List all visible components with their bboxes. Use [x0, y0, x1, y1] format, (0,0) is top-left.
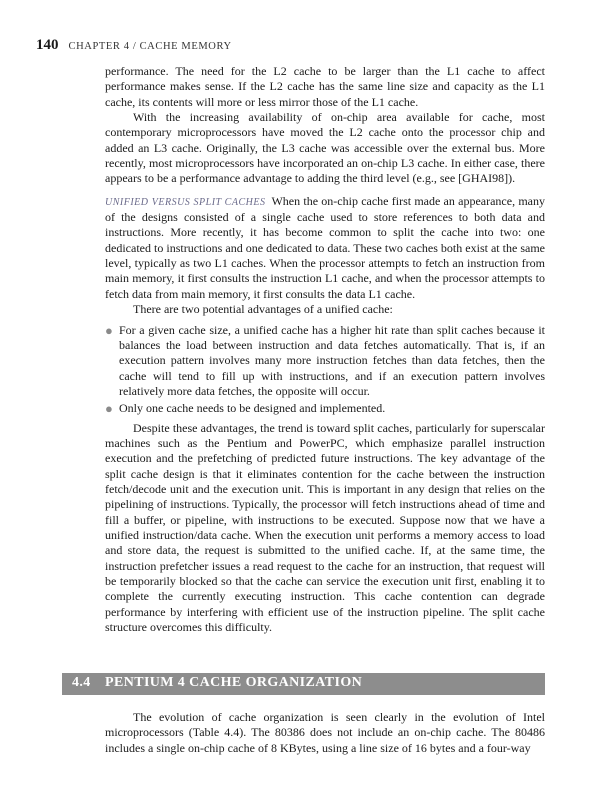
page-number: 140	[36, 37, 59, 53]
paragraph: There are two potential advantages of a unified cache:	[133, 302, 393, 317]
bullet-list	[105, 323, 545, 417]
paragraph: The evolution of cache organization is seen clearly in the evolution of Intel microprocessors (Table 4.4). The 80386 does not include an on-chip cache. The 80486 includes a single on-chip cache of 8 KBytes, using a line size of 16 bytes and a four-way	[105, 710, 545, 755]
list-item	[105, 401, 545, 416]
subsection-paragraph	[105, 194, 545, 302]
section-text-block	[105, 710, 545, 756]
list-item-text: For a given cache size, a unified cache has a higher hit rate than split caches because it balances the load between instruction and data fetches automatically. That is, if an execution pattern involves many more instruction fetches than data fetches, then the cache will tend to fill up with instructions, and if an execution pattern involves relatively more data fetches, the opposite will occur.	[119, 322, 545, 398]
bullet-icon: ●	[105, 322, 113, 338]
section-heading-bar	[62, 673, 545, 695]
list-item	[105, 323, 545, 400]
paragraph: Despite these advantages, the trend is toward split caches, particularly for superscalar machines such as the Pentium and PowerPC, which emphasize parallel instruction execution and the prefetching of predicted future instructions. The key advantage of the split cache design is that it eliminates contention for the cache between the instruction fetch/decode unit and the execution unit. This is important in any design that relies on the pipelining of instructions. Typically, the processor will fetch instructions ahead of time and fill a buffer, or pipeline, with instructions to be executed. Suppose now that we have a unified instruction/data cache. When the execution unit performs a memory access to load and store data, the request is submitted to the unified cache. If, at the same time, the instruction prefetcher issues a read request to the cache for an instruction, that request will be temporarily blocked so that the cache can service the execution unit first, enabling it to complete the currently executing instruction. This cache contention can degrade performance by interfering with efficient use of the instruction pipeline. The split cache structure overcomes this difficulty.	[105, 420, 545, 635]
list-item-text: Only one cache needs to be designed and implemented.	[119, 401, 386, 416]
running-head	[36, 36, 232, 54]
paragraph: performance. The need for the L2 cache to be larger than the L1 cache to affect performance makes sense. If the L2 cache has the same line size and capacity as the L1 cache, its contents will more or less mirror those of the L1 cache.	[105, 64, 545, 109]
paragraph: With the increasing availability of on-chip area available for cache, most contemporary microprocessors have moved the L2 cache onto the processor chip and added an L3 cache. Originally, the L3 cache was accessible over the external bus. More recently, most microprocessors have incorporated an on-chip L3 cache. In either case, there appears to be a performance advantage to adding the third level (e.g., see [GHAI98]).	[105, 110, 545, 186]
runin-heading: UNIFIED VERSUS SPLIT CACHES	[105, 196, 266, 208]
bullet-icon: ●	[105, 401, 113, 417]
main-text-block	[105, 64, 545, 635]
paragraph-text: When the on-chip cache first made an appearance, many of the designs consisted of a single cache used to store references to both data and instructions. More recently, it has become common to split the cache into two: one dedicated to instructions and one dedicated to data. These two caches both exist at the same level, typically as two L1 caches. When the processor attempts to fetch an instruction from main memory, it first consults the instruction L1 cache, and when the processor attempts to fetch data from main memory, it first consults the data L1 cache.	[105, 193, 545, 301]
section-number: 4.4	[72, 675, 91, 690]
chapter-title: CHAPTER 4 / CACHE MEMORY	[68, 41, 232, 52]
section-title: PENTIUM 4 CACHE ORGANIZATION	[105, 675, 363, 690]
